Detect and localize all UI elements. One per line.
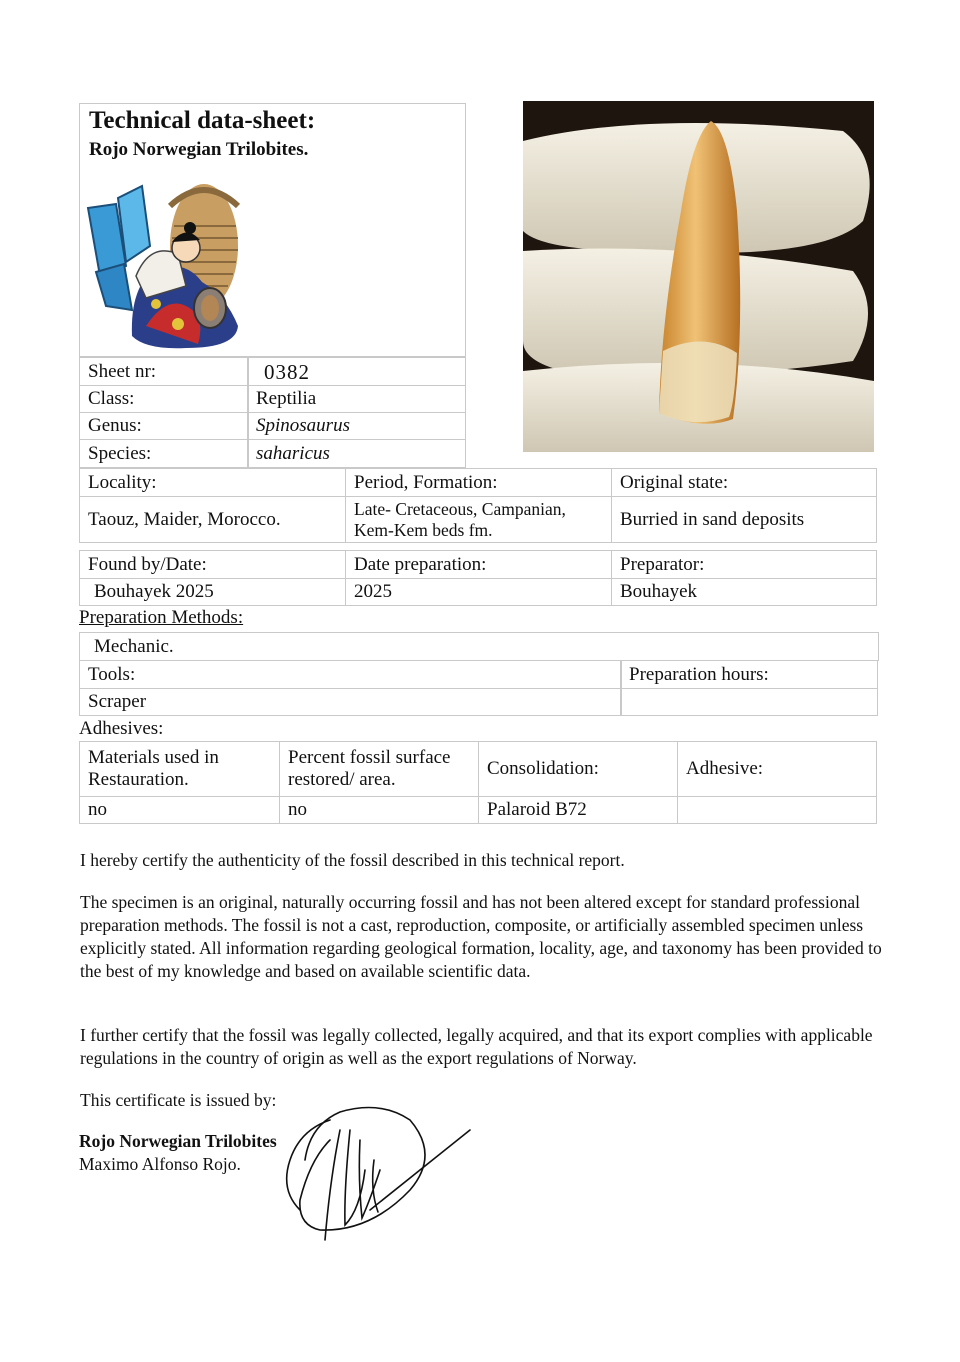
materials-label-line-1: Materials used in [88, 747, 219, 768]
locality-value: Taouz, Maider, Morocco. [79, 496, 346, 543]
state-label: Original state: [611, 468, 877, 497]
percent-label-line-2: restored/ area. [288, 769, 396, 790]
tools-value: Scraper [79, 688, 622, 716]
found-by-label: Found by/Date: [79, 550, 346, 579]
genus-value: Spinosaurus [247, 412, 466, 440]
percent-label-line-1: Percent fossil surface [288, 747, 451, 768]
certificate-paragraph-1: I hereby certify the authenticity of the fossil described in this technical report. [80, 850, 625, 870]
issuer-person: Maximo Alfonso Rojo. [79, 1154, 241, 1174]
certificate-paragraph-4: This certificate is issued by: [80, 1090, 277, 1110]
percent-value: no [279, 796, 479, 824]
found-by-value: Bouhayek 2025 [79, 578, 346, 606]
date-preparation-value: 2025 [345, 578, 612, 606]
class-value: Reptilia [247, 385, 466, 413]
consolidation-value: Palaroid B72 [478, 796, 678, 824]
preparator-label: Preparator: [611, 550, 877, 579]
consolidation-label: Consolidation: [478, 741, 678, 797]
species-value: saharicus [247, 439, 466, 468]
methods-value: Mechanic. [79, 632, 879, 661]
spinosaurus-tooth-photo [523, 101, 874, 452]
certificate-paragraph-3: I further certify that the fossil was legally collected, legally acquired, and that its export complies with applicable regulations in the country of origin as well as the export regulations of Norway. [80, 1025, 873, 1068]
materials-label [79, 741, 280, 797]
period-value-line-2: Kem-Kem beds fm. [354, 519, 493, 540]
materials-value: no [79, 796, 280, 824]
period-value-line-1: Late- Cretaceous, Campanian, [354, 498, 566, 519]
handwritten-signature [270, 1100, 480, 1250]
preparator-value: Bouhayek [611, 578, 877, 606]
genus-label: Genus: [79, 412, 249, 440]
company-subtitle: Rojo Norwegian Trilobites. [89, 139, 309, 160]
tools-label: Tools: [79, 660, 622, 689]
adhesive-value [677, 796, 877, 824]
class-label: Class: [79, 385, 249, 413]
adhesives-heading: Adhesives: [79, 718, 164, 739]
date-preparation-label: Date preparation: [345, 550, 612, 579]
preparation-hours-label: Preparation hours: [620, 660, 878, 689]
sheet-title: Technical data-sheet: [89, 107, 316, 134]
certificate-paragraph-2: The specimen is an original, naturally occurring fossil and has not been altered except for standard professional preparation methods. The fossil is not a cast, reproduction, composite, or artificially assembled specimen unless explicitly stated. All information regarding geological formation, locality, age, and taxonomy has been provided to the best of my knowledge and based on available scientific data. [80, 892, 882, 981]
percent-label [279, 741, 479, 797]
period-value [345, 496, 612, 543]
preparation-methods-heading: Preparation Methods: [79, 607, 244, 628]
issuer-company: Rojo Norwegian Trilobites [79, 1131, 277, 1151]
adhesive-label: Adhesive: [677, 741, 877, 797]
trilobite-samurai-logo-icon [86, 176, 246, 352]
locality-label: Locality: [79, 468, 346, 497]
sheet-nr-label: Sheet nr: [79, 357, 249, 386]
species-label: Species: [79, 439, 249, 468]
sheet-nr-value: 0382 [247, 357, 466, 386]
preparation-hours-value [620, 688, 878, 716]
period-label: Period, Formation: [345, 468, 612, 497]
materials-label-line-2: Restauration. [88, 769, 189, 790]
state-value: Burried in sand deposits [611, 496, 877, 543]
